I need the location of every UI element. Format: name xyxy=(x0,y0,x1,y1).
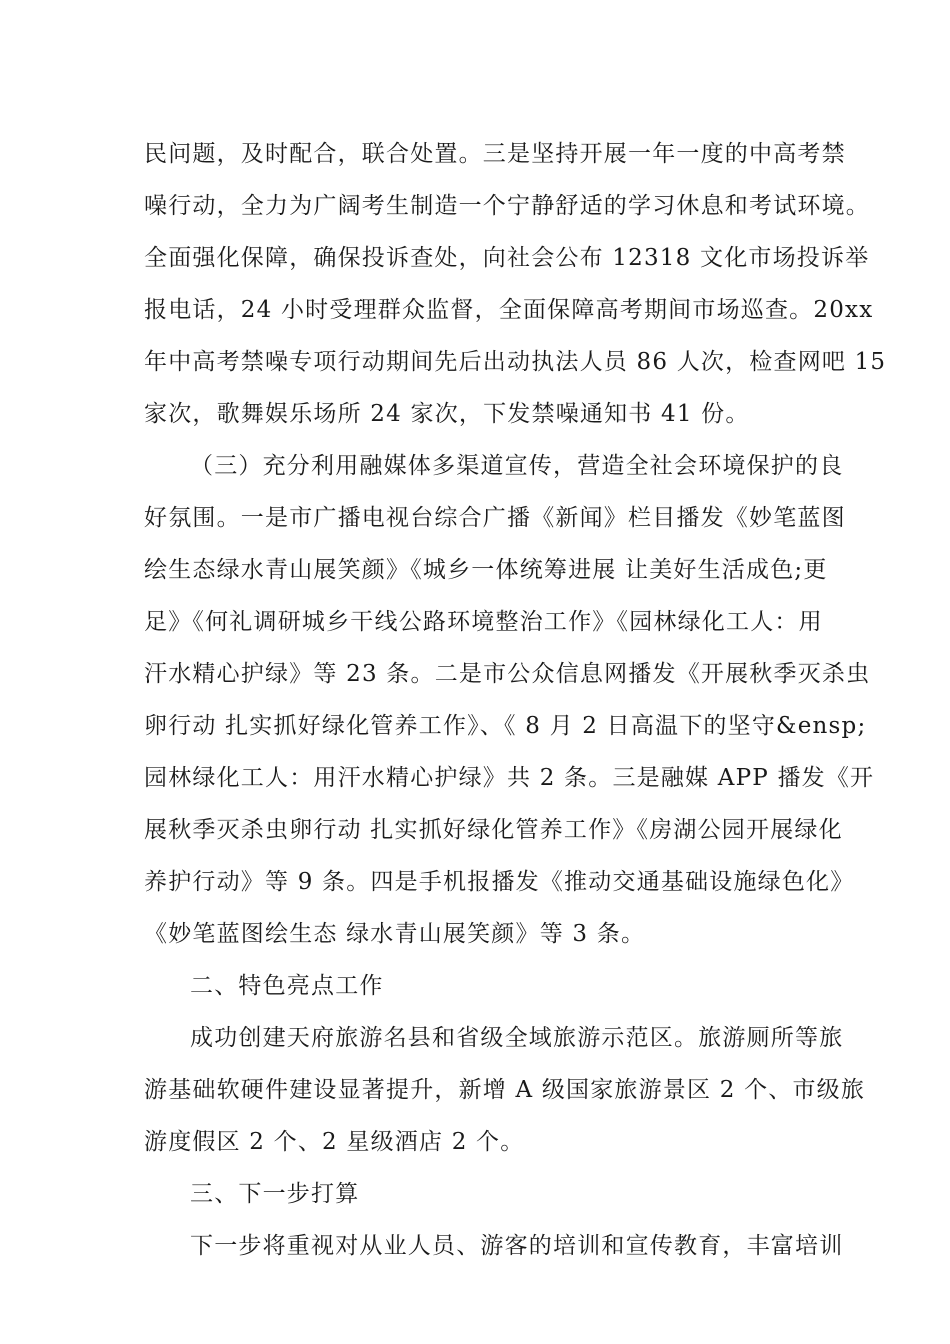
text-line: 民问题，及时配合，联合处置。三是坚持开展一年一度的中高考禁 xyxy=(144,141,846,167)
text-line: 游基础软硬件建设显著提升，新增 A 级国家旅游景区 2 个、市级旅 xyxy=(144,1077,866,1103)
text-line: 家次，歌舞娱乐场所 24 家次，下发禁噪通知书 41 份。 xyxy=(144,401,750,427)
text-line: 好氛围。一是市广播电视台综合广播《新闻》栏目播发《妙笔蓝图 xyxy=(144,505,846,531)
text-line: 噪行动，全力为广阔考生制造一个宁静舒适的学习休息和考试环境。 xyxy=(144,193,870,219)
text-line: 二、特色亮点工作 xyxy=(190,973,384,999)
text-line: 卵行动 扎实抓好绿化管养工作》、《 8 月 2 日高温下的坚守&ensp; xyxy=(144,713,867,739)
text-line: （三）充分利用融媒体多渠道宣传，营造全社会环境保护的良 xyxy=(190,453,844,479)
text-line: 下一步将重视对从业人员、游客的培训和宣传教育，丰富培训 xyxy=(190,1233,844,1259)
text-line: 游度假区 2 个、2 星级酒店 2 个。 xyxy=(144,1129,525,1155)
text-line: 足》《何礼调研城乡干线公路环境整治工作》《园林绿化工人：用 xyxy=(144,609,823,635)
text-line: 养护行动》等 9 条。四是手机报播发《推动交通基础设施绿色化》 xyxy=(144,869,855,895)
text-line: 全面强化保障，确保投诉查处，向社会公布 12318 文化市场投诉举 xyxy=(144,245,870,271)
text-line: 绘生态绿水青山展笑颜》《城乡一体统筹进展 让美好生活成色;更 xyxy=(144,557,828,583)
text-line: 汗水精心护绿》等 23 条。二是市公众信息网播发《开展秋季灭杀虫 xyxy=(144,661,871,687)
text-line: 三、下一步打算 xyxy=(190,1181,360,1207)
text-line: 年中高考禁噪专项行动期间先后出动执法人员 86 人次，检查网吧 15 xyxy=(144,349,887,375)
text-line: 成功创建天府旅游名县和省级全域旅游示范区。旅游厕所等旅 xyxy=(190,1025,844,1051)
text-line: 《妙笔蓝图绘生态 绿水青山展笑颜》等 3 条。 xyxy=(144,921,646,947)
body-text xyxy=(144,128,887,1272)
text-line: 报电话，24 小时受理群众监督，全面保障高考期间市场巡查。20xx xyxy=(144,297,874,323)
text-line: 展秋季灭杀虫卵行动 扎实抓好绿化管养工作》《房湖公园开展绿化 xyxy=(144,817,843,843)
text-line: 园林绿化工人：用汗水精心护绿》共 2 条。三是融媒 APP 播发《开 xyxy=(144,765,875,791)
